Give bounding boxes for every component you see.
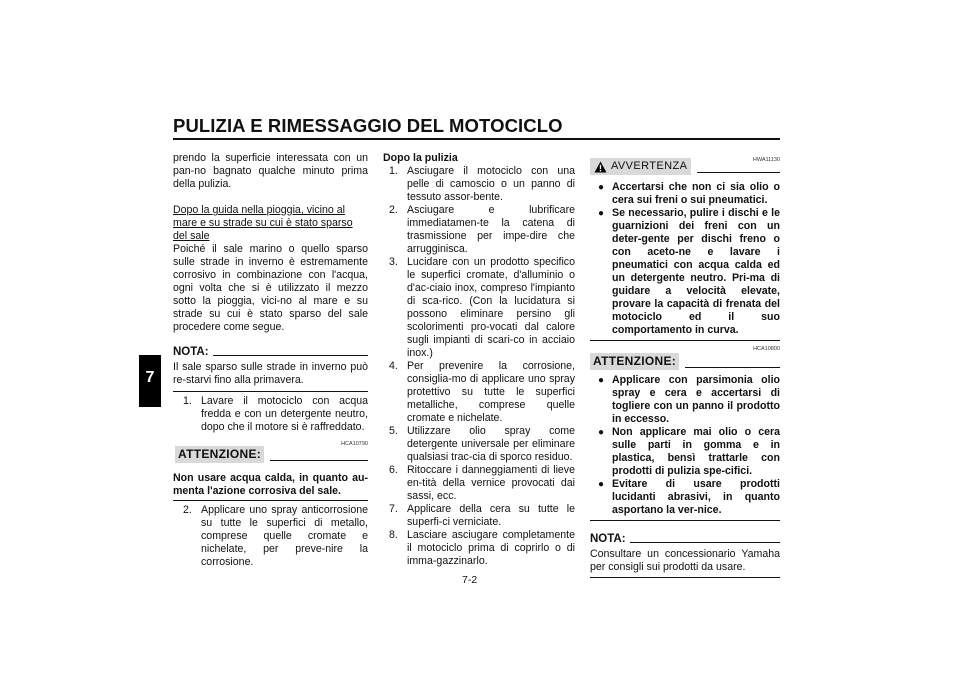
list-item xyxy=(598,207,780,337)
step-number: 2. xyxy=(389,204,398,216)
nota-end-rule xyxy=(590,577,780,578)
warning-label: AVVERTENZA xyxy=(611,160,688,172)
step-number: 5. xyxy=(389,425,398,437)
step-text: Lavare il motociclo con acqua fredda e con un detergente neutro, dopo che il motore si è raffreddato. xyxy=(201,395,368,433)
list-item xyxy=(389,204,575,256)
nota-heading-2 xyxy=(590,533,780,546)
list-item xyxy=(389,165,575,204)
step-text: Lucidare con un prodotto specifico le superfici cromate, d'alluminio o d'ac-ciaio inox, compreso l'impianto di sca-rico. (Con la lucidatura si possono eliminare persino gli scolorimenti pro-vocati dal calore sugli impianti di scari-co in acciaio inox.) xyxy=(407,256,575,359)
nota-label: NOTA: xyxy=(590,533,626,545)
attention-item-text: Evitare di usare prodotti lucidanti abrasivi, in quanto asportano la ver-nice. xyxy=(612,478,780,516)
step-number: 8. xyxy=(389,529,398,541)
nota-heading xyxy=(173,346,368,359)
attention-code: HCA10800 xyxy=(753,346,780,352)
list-item xyxy=(389,425,575,464)
attention-heading xyxy=(173,441,368,463)
attention-line xyxy=(685,367,780,368)
step-number: 2. xyxy=(183,504,192,516)
step-number: 4. xyxy=(389,360,398,372)
col1-steps xyxy=(173,395,368,434)
attention-line xyxy=(270,460,368,461)
col1-nota-text: Il sale sparso sulle strade in inverno può re-starvi fino alla primavera. xyxy=(173,361,368,386)
attention-code: HCA10790 xyxy=(341,441,368,447)
column-3 xyxy=(590,152,780,578)
page-title: PULIZIA E RIMESSAGGIO DEL MOTOCICLO xyxy=(173,115,563,136)
list-item xyxy=(598,181,780,207)
warning-item-text: Accertarsi che non ci sia olio o cera sui freni o sui pneumatici. xyxy=(612,181,780,206)
list-item xyxy=(598,374,780,426)
warning-end-rule xyxy=(590,340,780,341)
warning-triangle-icon xyxy=(594,161,607,173)
warning-line xyxy=(697,172,780,173)
attention-list xyxy=(590,374,780,517)
title-rule xyxy=(173,138,780,140)
bullet-icon: ● xyxy=(598,427,605,438)
bullet-icon: ● xyxy=(598,182,605,193)
nota-line xyxy=(630,542,780,543)
nota-end-rule xyxy=(173,391,368,392)
warning-heading xyxy=(590,158,780,175)
step-number: 3. xyxy=(389,256,398,268)
list-item xyxy=(389,256,575,360)
attention-heading-2 xyxy=(590,346,780,370)
attention-end-rule xyxy=(173,500,368,501)
page-number: 7-2 xyxy=(462,574,478,586)
step-number: 1. xyxy=(389,165,398,177)
attention-label: ATTENZIONE: xyxy=(590,353,679,370)
step-number: 6. xyxy=(389,464,398,476)
column-2 xyxy=(383,152,575,568)
step-number: 7. xyxy=(389,503,398,515)
list-item xyxy=(389,529,575,568)
nota-label: NOTA: xyxy=(173,346,209,358)
col3-nota-text: Consultare un concessionario Yamaha per consigli sui prodotti da usare. xyxy=(590,548,780,573)
step-text: Ritoccare i danneggiamenti di lieve en-tità della vernice provocati dai sassi, ecc. xyxy=(407,464,575,502)
nota-line xyxy=(213,355,368,356)
bullet-icon: ● xyxy=(598,479,605,490)
step-text: Utilizzare olio spray come detergente universale per eliminare qualsiasi trac-cia di sporco residuo. xyxy=(407,425,575,463)
col2-steps xyxy=(383,165,575,568)
list-item xyxy=(598,478,780,517)
list-item xyxy=(183,504,368,569)
step-text: Asciugare il motociclo con una pelle di camoscio o un panno di tessuto assor-bente. xyxy=(407,165,575,203)
attention-label: ATTENZIONE: xyxy=(175,446,264,463)
warning-label-box xyxy=(590,158,691,175)
step-text: Lasciare asciugare completamente il motociclo prima di coprirlo o di imma-gazzinarlo. xyxy=(407,529,575,567)
step-text: Applicare uno spray anticorrosione su tutte le superfici di metallo, comprese quelle cromate e nichelate, per preve-nire la corrosione. xyxy=(201,504,368,568)
step-text: Asciugare e lubrificare immediatamen-te la catena di trasmissione per impe-dire che arrugginisca. xyxy=(407,204,575,255)
chapter-tab xyxy=(139,355,161,407)
col2-heading: Dopo la pulizia xyxy=(383,152,458,164)
col1-intro: prendo la superficie interessata con un pan-no bagnato qualche minuto prima della pulizia. xyxy=(173,152,368,190)
step-text: Per prevenire la corrosione, consiglia-mo di applicare uno spray protettivo su tutte le superfici metalliche, comprese quelle cromate e nichelate. xyxy=(407,360,575,424)
warning-list xyxy=(590,181,780,337)
list-item xyxy=(389,360,575,425)
step-number: 1. xyxy=(183,395,192,407)
col1-body: Poiché il sale marino o quello sparso sulle strade in inverno è estremamente corrosivo in combinazione con l'acqua, ogni volta che si è utilizzato il mezzo sotto la pioggia, vici-no al mare e su strade su cui è stato sparso del sale procedere come segue. xyxy=(173,243,368,333)
list-item xyxy=(389,503,575,529)
col1-subheading: Dopo la guida nella pioggia, vicino al mare e su strade su cui è stato sparso del sale xyxy=(173,204,353,242)
list-item xyxy=(183,395,368,434)
chapter-tab-number: 7 xyxy=(145,369,155,386)
warning-item-text: Se necessario, pulire i dischi e le guarnizioni dei freni con un deter-gente per dischi freno o con aceto-ne e lavare i pneumatici con acqua calda ed un detergente neutro. Pri-ma di guidare a velocità elevate, provare la capacità di frenata del motociclo ed il suo comportamento in curva. xyxy=(612,207,780,336)
attention-item-text: Applicare con parsimonia olio spray e cera e accertarsi di togliere con un panno il prodotto in eccesso. xyxy=(612,374,780,425)
bullet-icon: ● xyxy=(598,208,605,219)
list-item xyxy=(598,426,780,478)
column-1 xyxy=(173,152,368,569)
col1-steps-2 xyxy=(173,504,368,569)
warning-code: HWA11130 xyxy=(752,157,780,163)
attention-end-rule xyxy=(590,520,780,521)
list-item xyxy=(389,464,575,503)
step-text: Applicare della cera su tutte le superfi-ci verniciate. xyxy=(407,503,575,528)
col1-attention-text: Non usare acqua calda, in quanto au-menta l'azione corrosiva del sale. xyxy=(173,472,368,497)
attention-item-text: Non applicare mai olio o cera sulle parti in gomma e in plastica, bensì trattarle con prodotti di pulizia spe-cifici. xyxy=(612,426,780,477)
bullet-icon: ● xyxy=(598,375,605,386)
